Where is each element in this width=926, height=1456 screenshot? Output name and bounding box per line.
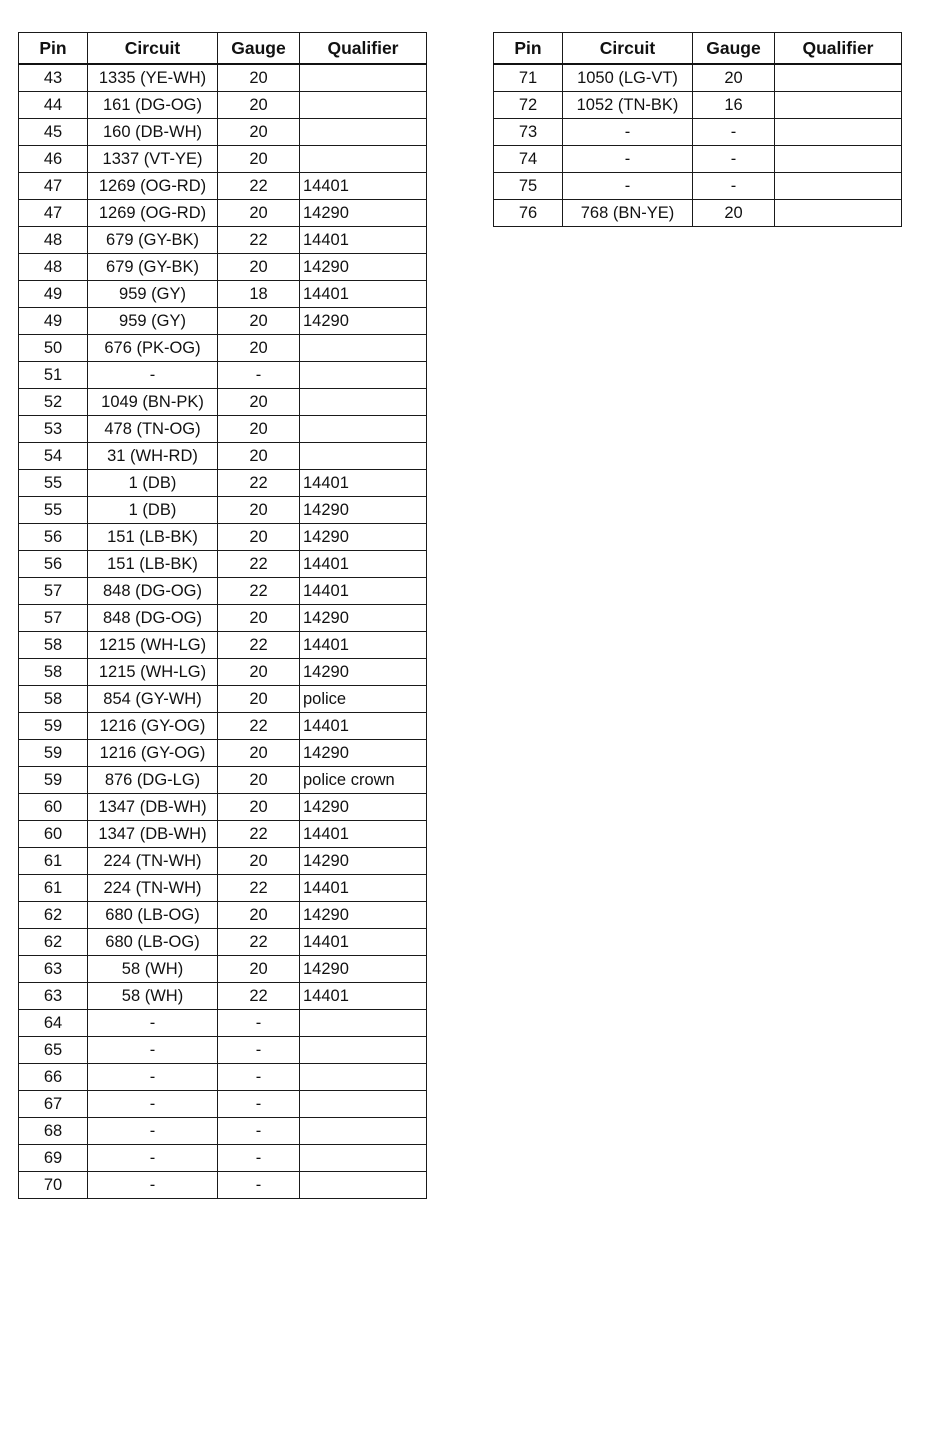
circuit-cell: 1337 (VT-YE) <box>88 146 218 173</box>
gauge-cell: 22 <box>218 821 300 848</box>
table-row <box>19 173 427 200</box>
table-row <box>19 281 427 308</box>
circuit-cell: 58 (WH) <box>88 983 218 1010</box>
circuit-cell: 680 (LB-OG) <box>88 929 218 956</box>
pin-cell: 60 <box>19 821 88 848</box>
table-row <box>19 875 427 902</box>
pin-cell: 73 <box>494 119 563 146</box>
qualifier-cell: 14290 <box>300 740 427 767</box>
gauge-cell: 20 <box>218 119 300 146</box>
pin-cell: 71 <box>494 64 563 92</box>
gauge-cell: 22 <box>218 227 300 254</box>
gauge-cell: - <box>693 173 775 200</box>
qualifier-cell: 14290 <box>300 308 427 335</box>
gauge-cell: 20 <box>218 335 300 362</box>
pin-cell: 70 <box>19 1172 88 1199</box>
qualifier-cell: 14401 <box>300 875 427 902</box>
gauge-cell: - <box>218 1091 300 1118</box>
qualifier-cell <box>300 1037 427 1064</box>
circuit-cell: 1052 (TN-BK) <box>563 92 693 119</box>
pin-cell: 56 <box>19 551 88 578</box>
header-circuit: Circuit <box>88 33 218 65</box>
circuit-cell: 161 (DG-OG) <box>88 92 218 119</box>
table-row <box>19 497 427 524</box>
circuit-cell: 959 (GY) <box>88 281 218 308</box>
qualifier-cell: 14290 <box>300 605 427 632</box>
circuit-cell: 1215 (WH-LG) <box>88 632 218 659</box>
qualifier-cell <box>775 146 902 173</box>
circuit-cell: 1269 (OG-RD) <box>88 173 218 200</box>
header-row <box>494 33 902 65</box>
qualifier-cell <box>300 92 427 119</box>
qualifier-cell: 14290 <box>300 956 427 983</box>
header-qualifier: Qualifier <box>300 33 427 65</box>
pin-cell: 52 <box>19 389 88 416</box>
header-gauge: Gauge <box>218 33 300 65</box>
pin-cell: 75 <box>494 173 563 200</box>
circuit-cell: 768 (BN-YE) <box>563 200 693 227</box>
gauge-cell: 20 <box>218 686 300 713</box>
gauge-cell: 20 <box>218 659 300 686</box>
qualifier-cell: 14290 <box>300 524 427 551</box>
circuit-cell: 680 (LB-OG) <box>88 902 218 929</box>
qualifier-cell <box>300 362 427 389</box>
circuit-cell: 478 (TN-OG) <box>88 416 218 443</box>
pin-cell: 58 <box>19 632 88 659</box>
table-row <box>19 821 427 848</box>
circuit-cell: 848 (DG-OG) <box>88 578 218 605</box>
gauge-cell: 22 <box>218 470 300 497</box>
header-qualifier: Qualifier <box>775 33 902 65</box>
table-row <box>494 173 902 200</box>
pin-cell: 49 <box>19 281 88 308</box>
qualifier-cell <box>300 1118 427 1145</box>
gauge-cell: 22 <box>218 875 300 902</box>
gauge-cell: - <box>693 119 775 146</box>
table-row <box>19 254 427 281</box>
gauge-cell: 20 <box>218 443 300 470</box>
header-row <box>19 33 427 65</box>
circuit-cell: - <box>88 1145 218 1172</box>
circuit-cell: - <box>88 1118 218 1145</box>
table-row <box>19 605 427 632</box>
pin-cell: 61 <box>19 875 88 902</box>
gauge-cell: 20 <box>218 92 300 119</box>
pin-cell: 61 <box>19 848 88 875</box>
table-row <box>19 551 427 578</box>
table-row <box>19 1064 427 1091</box>
pin-cell: 58 <box>19 686 88 713</box>
table-row <box>19 767 427 794</box>
circuit-cell: 854 (GY-WH) <box>88 686 218 713</box>
pin-cell: 47 <box>19 200 88 227</box>
qualifier-cell <box>300 1172 427 1199</box>
pin-cell: 50 <box>19 335 88 362</box>
circuit-cell: 1216 (GY-OG) <box>88 713 218 740</box>
gauge-cell: - <box>693 146 775 173</box>
pin-cell: 58 <box>19 659 88 686</box>
pin-cell: 76 <box>494 200 563 227</box>
gauge-cell: 20 <box>218 254 300 281</box>
table-row <box>19 362 427 389</box>
pin-cell: 51 <box>19 362 88 389</box>
table-row <box>19 713 427 740</box>
pin-cell: 63 <box>19 956 88 983</box>
qualifier-cell <box>775 64 902 92</box>
table-row <box>19 848 427 875</box>
pin-cell: 59 <box>19 767 88 794</box>
qualifier-cell: 14401 <box>300 929 427 956</box>
pin-cell: 59 <box>19 713 88 740</box>
table-row <box>494 146 902 173</box>
table-row <box>494 119 902 146</box>
circuit-cell: 1 (DB) <box>88 470 218 497</box>
table-row <box>19 470 427 497</box>
qualifier-cell: police crown <box>300 767 427 794</box>
table-row <box>19 1118 427 1145</box>
qualifier-cell <box>300 1010 427 1037</box>
qualifier-cell <box>300 119 427 146</box>
header-pin: Pin <box>19 33 88 65</box>
qualifier-cell <box>300 416 427 443</box>
gauge-cell: 22 <box>218 983 300 1010</box>
gauge-cell: 22 <box>218 713 300 740</box>
gauge-cell: - <box>218 362 300 389</box>
qualifier-cell <box>300 1064 427 1091</box>
gauge-cell: 20 <box>218 794 300 821</box>
pin-cell: 53 <box>19 416 88 443</box>
qualifier-cell <box>775 119 902 146</box>
pin-cell: 57 <box>19 605 88 632</box>
gauge-cell: 16 <box>693 92 775 119</box>
qualifier-cell <box>775 173 902 200</box>
pin-cell: 62 <box>19 902 88 929</box>
gauge-cell: 20 <box>218 389 300 416</box>
pin-cell: 69 <box>19 1145 88 1172</box>
circuit-cell: - <box>88 1091 218 1118</box>
table-row <box>494 92 902 119</box>
pin-cell: 72 <box>494 92 563 119</box>
gauge-cell: 20 <box>693 64 775 92</box>
circuit-cell: 1215 (WH-LG) <box>88 659 218 686</box>
table-row <box>19 1010 427 1037</box>
pin-cell: 47 <box>19 173 88 200</box>
circuit-cell: 224 (TN-WH) <box>88 875 218 902</box>
circuit-cell: 679 (GY-BK) <box>88 254 218 281</box>
qualifier-cell <box>300 1091 427 1118</box>
table-row <box>494 200 902 227</box>
gauge-cell: - <box>218 1037 300 1064</box>
pin-cell: 68 <box>19 1118 88 1145</box>
pin-cell: 44 <box>19 92 88 119</box>
gauge-cell: 20 <box>218 146 300 173</box>
gauge-cell: - <box>218 1145 300 1172</box>
pin-cell: 74 <box>494 146 563 173</box>
pin-cell: 45 <box>19 119 88 146</box>
gauge-cell: - <box>218 1010 300 1037</box>
circuit-cell: 1 (DB) <box>88 497 218 524</box>
qualifier-cell <box>300 146 427 173</box>
table-row <box>19 902 427 929</box>
table-row <box>494 64 902 92</box>
pin-cell: 46 <box>19 146 88 173</box>
gauge-cell: 22 <box>218 929 300 956</box>
pin-cell: 65 <box>19 1037 88 1064</box>
circuit-cell: 676 (PK-OG) <box>88 335 218 362</box>
gauge-cell: 20 <box>218 605 300 632</box>
table-body-right <box>494 64 902 227</box>
gauge-cell: 22 <box>218 173 300 200</box>
circuit-cell: - <box>88 1010 218 1037</box>
circuit-cell: 1335 (YE-WH) <box>88 64 218 92</box>
table-row <box>19 929 427 956</box>
qualifier-cell: 14401 <box>300 578 427 605</box>
gauge-cell: 20 <box>218 848 300 875</box>
gauge-cell: 20 <box>218 524 300 551</box>
qualifier-cell: 14401 <box>300 281 427 308</box>
circuit-cell: 224 (TN-WH) <box>88 848 218 875</box>
table-row <box>19 794 427 821</box>
gauge-cell: 22 <box>218 632 300 659</box>
pin-cell: 66 <box>19 1064 88 1091</box>
qualifier-cell: police <box>300 686 427 713</box>
circuit-cell: 31 (WH-RD) <box>88 443 218 470</box>
table-row <box>19 308 427 335</box>
table-row <box>19 64 427 92</box>
gauge-cell: 20 <box>218 64 300 92</box>
gauge-cell: 20 <box>218 497 300 524</box>
qualifier-cell: 14290 <box>300 794 427 821</box>
table-row <box>19 335 427 362</box>
pin-table-left <box>18 32 427 1199</box>
gauge-cell: - <box>218 1064 300 1091</box>
qualifier-cell: 14290 <box>300 659 427 686</box>
table-row <box>19 740 427 767</box>
qualifier-cell <box>300 335 427 362</box>
qualifier-cell: 14401 <box>300 470 427 497</box>
gauge-cell: 20 <box>218 956 300 983</box>
pin-cell: 54 <box>19 443 88 470</box>
gauge-cell: 20 <box>218 308 300 335</box>
circuit-cell: 1216 (GY-OG) <box>88 740 218 767</box>
qualifier-cell: 14401 <box>300 632 427 659</box>
header-pin: Pin <box>494 33 563 65</box>
gauge-cell: 20 <box>218 416 300 443</box>
qualifier-cell <box>300 443 427 470</box>
table-row <box>19 1172 427 1199</box>
table-row <box>19 524 427 551</box>
circuit-cell: - <box>88 362 218 389</box>
pin-cell: 64 <box>19 1010 88 1037</box>
table-row <box>19 416 427 443</box>
pin-cell: 67 <box>19 1091 88 1118</box>
header-gauge: Gauge <box>693 33 775 65</box>
qualifier-cell: 14290 <box>300 200 427 227</box>
pin-cell: 57 <box>19 578 88 605</box>
table-body-left <box>19 64 427 1199</box>
pin-cell: 55 <box>19 497 88 524</box>
header-circuit: Circuit <box>563 33 693 65</box>
table-row <box>19 1145 427 1172</box>
qualifier-cell <box>300 389 427 416</box>
table-row <box>19 659 427 686</box>
circuit-cell: 160 (DB-WH) <box>88 119 218 146</box>
table-row <box>19 389 427 416</box>
pin-cell: 62 <box>19 929 88 956</box>
qualifier-cell: 14401 <box>300 983 427 1010</box>
circuit-cell: 1347 (DB-WH) <box>88 794 218 821</box>
gauge-cell: 22 <box>218 551 300 578</box>
qualifier-cell: 14290 <box>300 254 427 281</box>
qualifier-cell: 14290 <box>300 848 427 875</box>
pin-cell: 48 <box>19 254 88 281</box>
table-row <box>19 200 427 227</box>
table-row <box>19 686 427 713</box>
pin-cell: 63 <box>19 983 88 1010</box>
circuit-cell: - <box>563 173 693 200</box>
circuit-cell: - <box>563 119 693 146</box>
circuit-cell: 959 (GY) <box>88 308 218 335</box>
qualifier-cell: 14401 <box>300 551 427 578</box>
pin-cell: 55 <box>19 470 88 497</box>
gauge-cell: 18 <box>218 281 300 308</box>
gauge-cell: - <box>218 1118 300 1145</box>
table-row <box>19 1037 427 1064</box>
qualifier-cell: 14290 <box>300 497 427 524</box>
table-row <box>19 119 427 146</box>
circuit-cell: 1347 (DB-WH) <box>88 821 218 848</box>
qualifier-cell <box>300 1145 427 1172</box>
pin-cell: 49 <box>19 308 88 335</box>
circuit-cell: 1049 (BN-PK) <box>88 389 218 416</box>
table-row <box>19 146 427 173</box>
gauge-cell: 20 <box>218 200 300 227</box>
circuit-cell: - <box>88 1037 218 1064</box>
pin-table-right <box>493 32 902 227</box>
circuit-cell: 848 (DG-OG) <box>88 605 218 632</box>
circuit-cell: - <box>563 146 693 173</box>
gauge-cell: - <box>218 1172 300 1199</box>
qualifier-cell <box>775 92 902 119</box>
circuit-cell: 1269 (OG-RD) <box>88 200 218 227</box>
gauge-cell: 20 <box>693 200 775 227</box>
qualifier-cell <box>775 200 902 227</box>
gauge-cell: 20 <box>218 902 300 929</box>
qualifier-cell: 14401 <box>300 227 427 254</box>
table-row <box>19 956 427 983</box>
qualifier-cell: 14401 <box>300 173 427 200</box>
pin-cell: 60 <box>19 794 88 821</box>
pin-cell: 48 <box>19 227 88 254</box>
table-row <box>19 983 427 1010</box>
circuit-cell: 679 (GY-BK) <box>88 227 218 254</box>
pin-cell: 59 <box>19 740 88 767</box>
gauge-cell: 20 <box>218 767 300 794</box>
qualifier-cell: 14401 <box>300 821 427 848</box>
qualifier-cell: 14401 <box>300 713 427 740</box>
qualifier-cell <box>300 64 427 92</box>
table-row <box>19 443 427 470</box>
gauge-cell: 22 <box>218 578 300 605</box>
circuit-cell: 1050 (LG-VT) <box>563 64 693 92</box>
circuit-cell: - <box>88 1172 218 1199</box>
gauge-cell: 20 <box>218 740 300 767</box>
table-row <box>19 92 427 119</box>
table-row <box>19 578 427 605</box>
circuit-cell: 58 (WH) <box>88 956 218 983</box>
table-row <box>19 1091 427 1118</box>
circuit-cell: 151 (LB-BK) <box>88 524 218 551</box>
table-row <box>19 632 427 659</box>
circuit-cell: - <box>88 1064 218 1091</box>
pin-cell: 56 <box>19 524 88 551</box>
circuit-cell: 151 (LB-BK) <box>88 551 218 578</box>
qualifier-cell: 14290 <box>300 902 427 929</box>
table-row <box>19 227 427 254</box>
circuit-cell: 876 (DG-LG) <box>88 767 218 794</box>
pin-cell: 43 <box>19 64 88 92</box>
